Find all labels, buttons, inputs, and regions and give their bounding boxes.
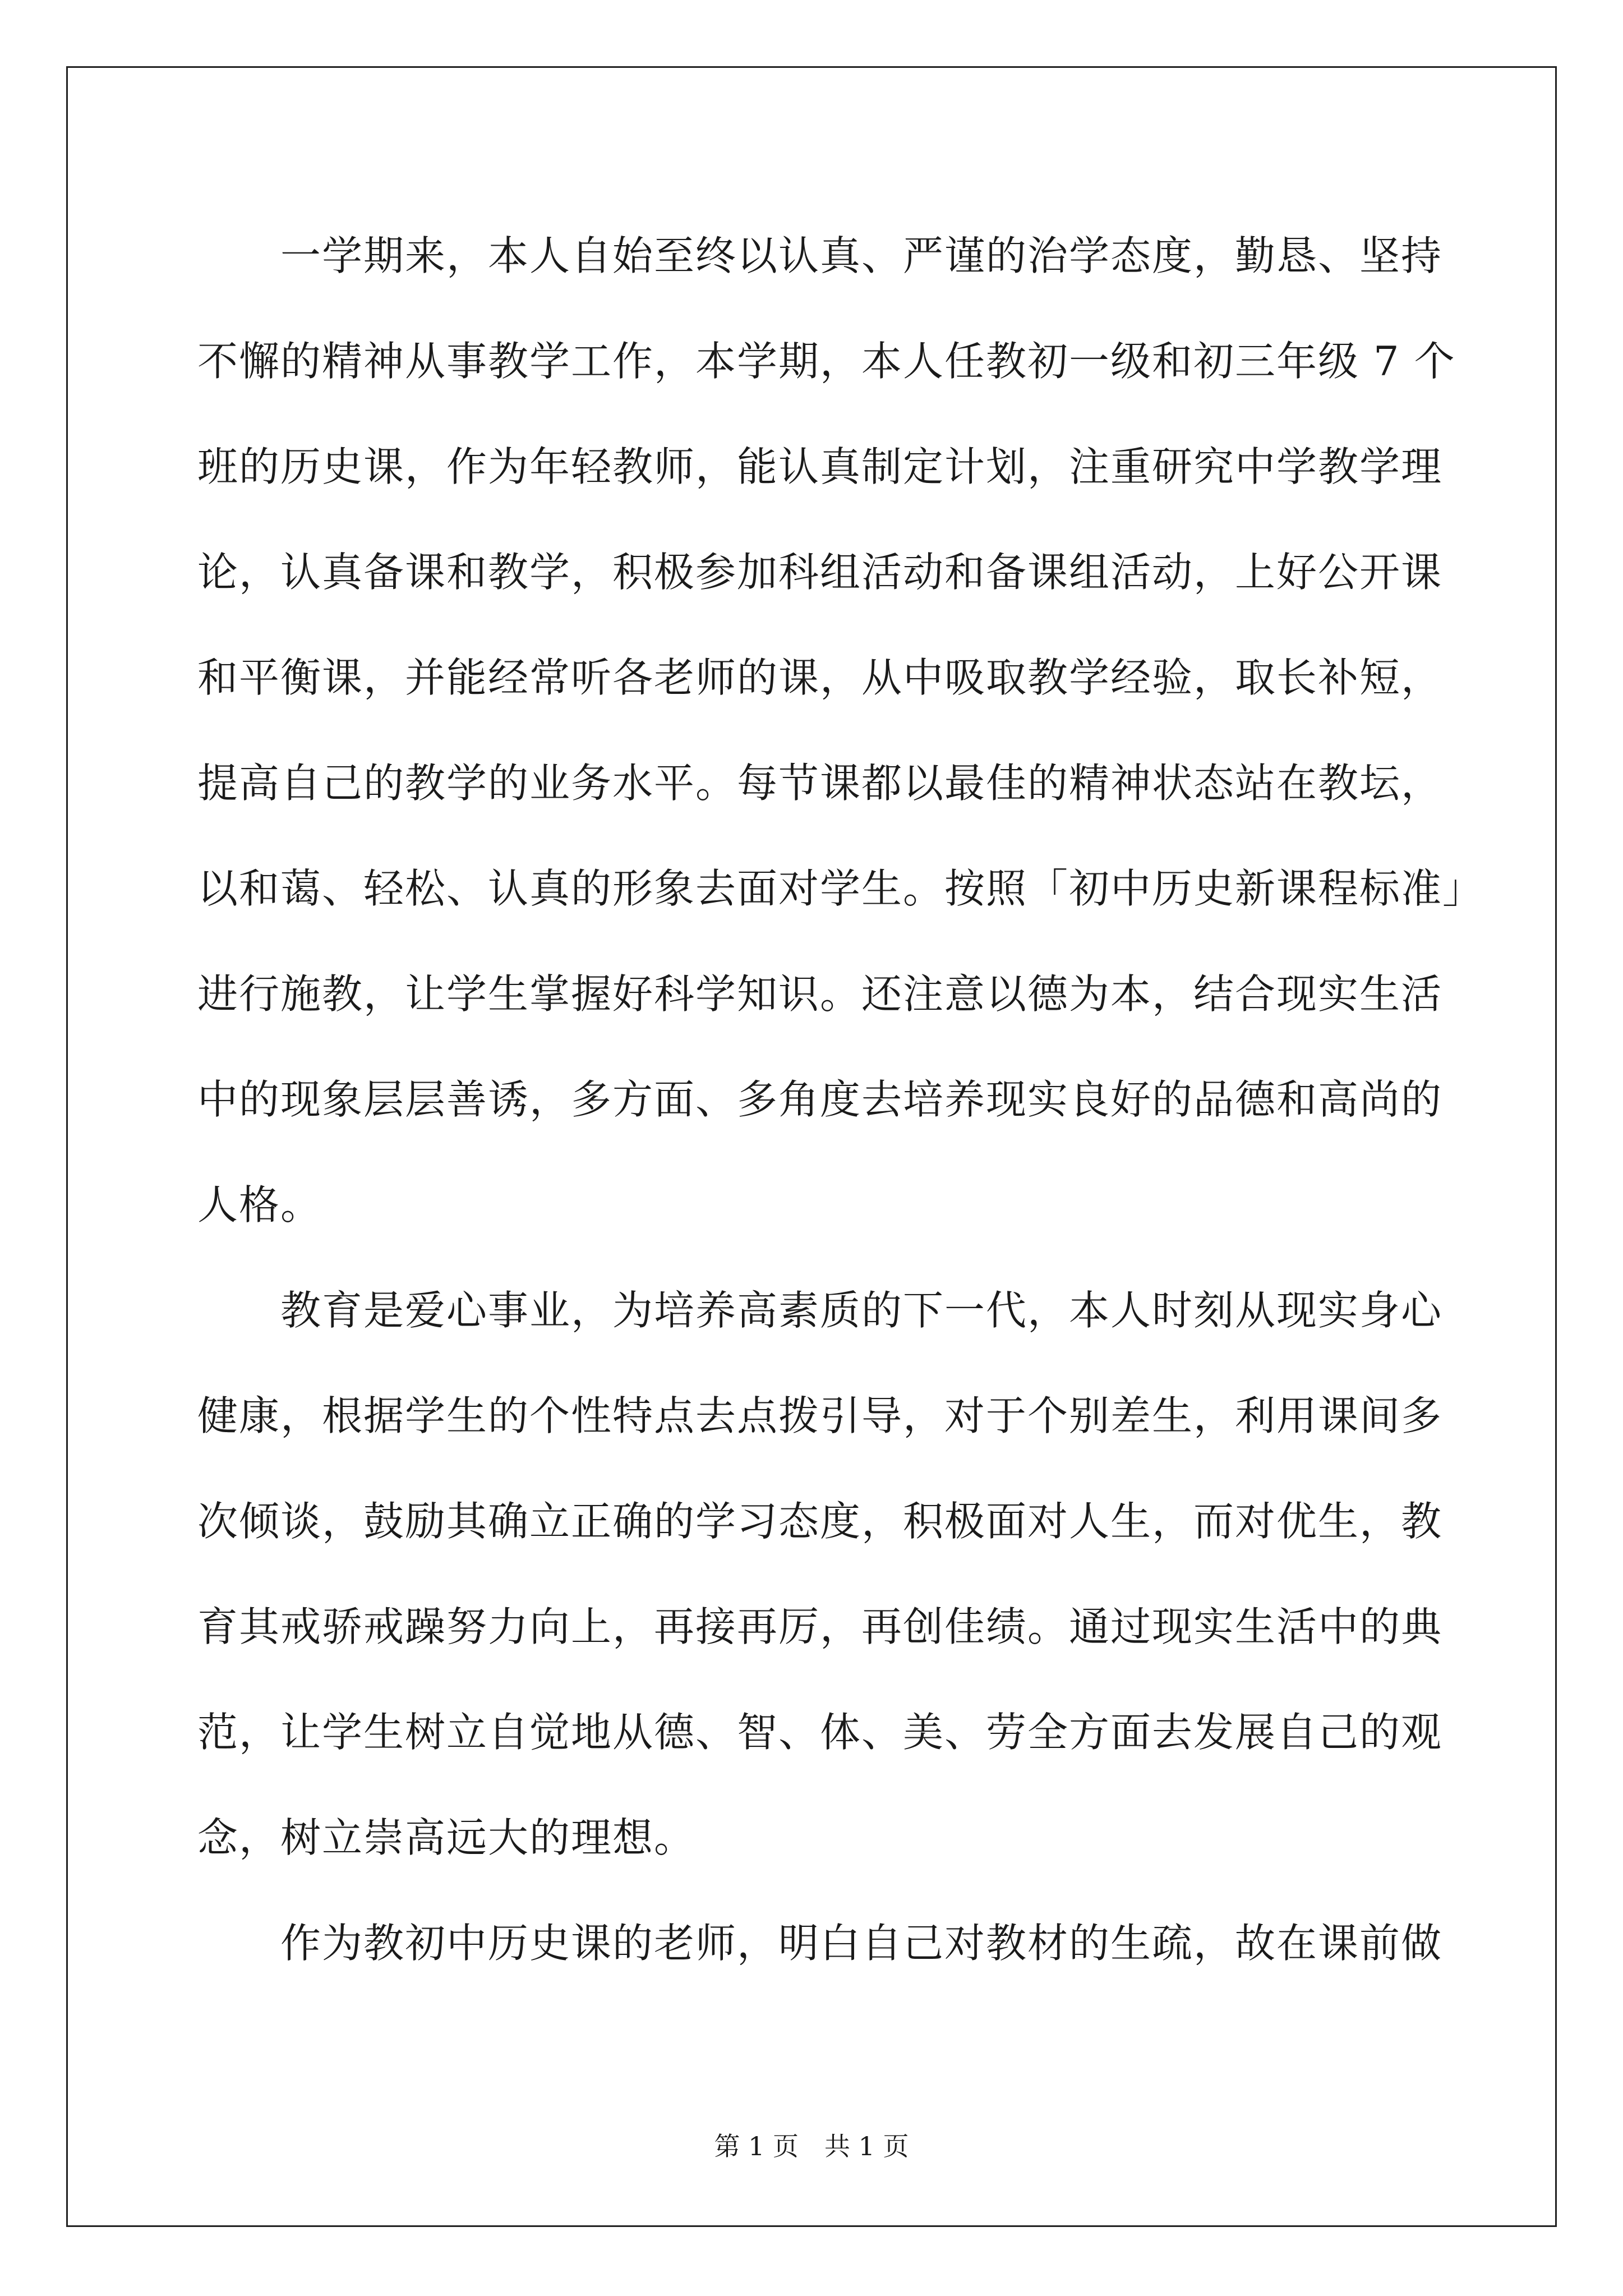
paragraph-1-line-3: 班的历史课，作为年轻教师，能认真制定计划，注重研究中学教学理 xyxy=(197,443,1443,490)
paragraph-2-line-5: 范，让学生树立自觉地从德、智、体、美、劳全方面去发展自己的观 xyxy=(197,1709,1443,1756)
paragraph-2-line-4: 育其戒骄戒躁努力向上，再接再厉，再创佳绩。通过现实生活中的典 xyxy=(197,1603,1443,1650)
paragraph-2-line-3: 次倾谈，鼓励其确立正确的学习态度，积极面对人生，而对优生，教 xyxy=(197,1498,1443,1545)
paragraph-2-line-6: 念，树立崇高远大的理想。 xyxy=(197,1814,696,1861)
page-number-footer: 第 1 页 共 1 页 xyxy=(714,2131,909,2161)
document-body xyxy=(197,203,1484,1996)
paragraph-1-line-8: 进行施教，让学生掌握好科学知识。还注意以德为本，结合现实生活 xyxy=(197,970,1443,1018)
paragraph-2-line-2: 健康，根据学生的个性特点去点拨引导，对于个别差生，利用课间多 xyxy=(197,1392,1443,1439)
paragraph-3-line-1: 作为教初中历史课的老师，明白自己对教材的生疏，故在课前做 xyxy=(280,1920,1443,1967)
paragraph-1-line-7: 以和蔼、轻松、认真的形象去面对学生。按照「初中历史新课程标准」 xyxy=(197,865,1484,912)
paragraph-1-line-5: 和平衡课，并能经常听各老师的课，从中吸取教学经验，取长补短， xyxy=(197,654,1443,701)
paragraph-1-line-1: 一学期来，本人自始至终以认真、严谨的治学态度，勤恳、坚持 xyxy=(280,232,1443,279)
paragraph-1-line-4: 论，认真备课和教学，积极参加科组活动和备课组活动，上好公开课 xyxy=(197,549,1443,596)
paragraph-1-line-10: 人格。 xyxy=(197,1181,322,1228)
paragraph-1-line-9: 中的现象层层善诱，多方面、多角度去培养现实良好的品德和高尚的 xyxy=(197,1076,1443,1123)
paragraph-1-line-6: 提高自己的教学的业务水平。每节课都以最佳的精神状态站在教坛， xyxy=(197,760,1443,807)
paragraph-2-line-1: 教育是爱心事业，为培养高素质的下一代，本人时刻从现实身心 xyxy=(280,1287,1443,1334)
paragraph-1-line-2: 不懈的精神从事教学工作，本学期，本人任教初一级和初三年级 7 个 xyxy=(197,338,1456,385)
